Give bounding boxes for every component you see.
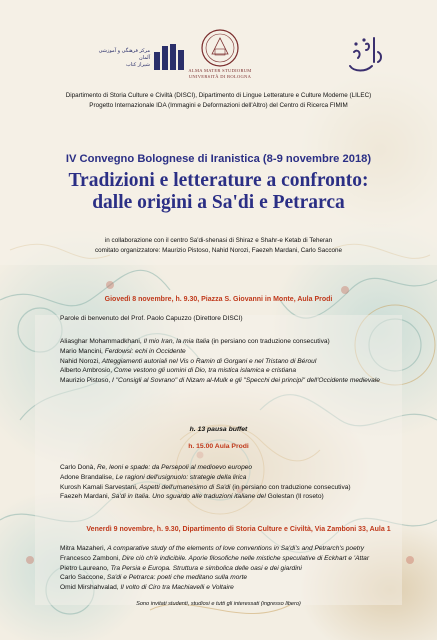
seal-caption-line2: UNIVERSITÀ DI BOLOGNA xyxy=(188,74,252,79)
institute-line-2: Progetto Internazionale IDA (Immagini e Deformazioni dell'Altro) del Centro di Ricerca FIMIM xyxy=(89,102,348,109)
talk-row xyxy=(60,583,430,593)
talk-row xyxy=(60,463,430,473)
speaker: Alberto Ambrosio, xyxy=(60,367,114,375)
talk-title: Tra Persia e Europa. Struttura e simbolica delle oasi e dei giardini xyxy=(110,564,302,572)
day1-heading: Giovedì 8 novembre, h. 9.30, Piazza S. Giovanni in Monte, Aula Prodi xyxy=(104,296,333,303)
afternoon-heading-text: h. 15.00 Aula Prodi xyxy=(188,443,249,450)
talk-note: Golestan (Il roseto) xyxy=(265,493,324,501)
speaker: Adone Brandalise, xyxy=(60,473,116,481)
talk-title: Re, leoni e spade: da Persepoli al medioevo europeo xyxy=(97,464,253,471)
convegno-subtitle: IV Convegno Bolognese di Iranistica (8-9 novembre 2018) xyxy=(65,153,372,165)
talk-row xyxy=(60,337,430,347)
talk-title: Aspetti dell'umanesimo di Sa'di xyxy=(139,483,231,491)
talk-row xyxy=(60,347,430,357)
day2-heading: Venerdì 9 novembre, h. 9.30, Dipartimento di Storia Culture e Civiltà, Via Zamboni 33, Aula 1 xyxy=(86,526,391,533)
shahr-e-ketab-logo xyxy=(92,42,192,76)
speaker: Maurizio Pistoso, xyxy=(60,377,113,385)
speaker: Faezeh Mardani, xyxy=(60,493,112,501)
university-seal-icon xyxy=(200,28,240,68)
speaker: Nahid Norozi, xyxy=(60,357,102,365)
shahr-e-ketab-line1: مرکز فرهنگی و آموزشی آلمان xyxy=(98,48,150,61)
talk-title: Sa'di in Italia. Uno sguardo alle traduzioni italiane del xyxy=(111,493,266,501)
talk-title: A comparative study of the elements of love conventions in Sa'di's and Petrarch's poetry xyxy=(107,545,365,552)
talk-title: Ferdowsi: echi in Occidente xyxy=(104,347,186,355)
speaker: Mario Mancini, xyxy=(60,347,105,355)
collab-line-1: in collaborazione con il centro Sa'di-shenasi di Shiraz e Shahr-e Ketab di Teheran xyxy=(104,237,333,244)
talk-title: Dire ciò ch'è indicibile. Aporie filosofiche nelle mistiche speculative di Eckhart e 'Attar xyxy=(121,554,370,562)
logo-row xyxy=(0,28,437,88)
talk-note: (in persiano con traduzione consecutiva) xyxy=(230,483,351,491)
organizing-institutes xyxy=(30,91,407,111)
pausa-buffet: h. 13 pausa buffet xyxy=(189,426,248,433)
talk-title: Come vestono gli uomini di Dio, tra mistica islamica e cristiana xyxy=(113,367,297,375)
speaker: Kurosh Kamali Sarvestani, xyxy=(60,483,140,491)
talk-title: Atteggiamenti autoriali nel Vis o Ramin di Gorgani e nel Tristano di Béroul xyxy=(101,357,317,365)
shahr-e-ketab-text xyxy=(92,48,150,69)
talk-row xyxy=(60,357,430,367)
collab-line-2: comitato organizzatore: Maurizio Pistoso, Nahid Norozi, Faezeh Mardani, Carlo Saccone xyxy=(94,246,343,254)
speaker: Francesco Zamboni, xyxy=(60,554,122,562)
talk-note: (in persiano con traduzione consecutiva) xyxy=(209,338,330,345)
day1-morning-talks xyxy=(60,337,430,386)
collaboration-note xyxy=(30,236,407,255)
conference-title xyxy=(0,170,437,214)
talk-row xyxy=(60,483,430,493)
speaker: Carlo Saccone, xyxy=(60,574,107,582)
day1-afternoon-talks xyxy=(60,463,430,502)
speaker: Omid Mirshahvalad, xyxy=(60,584,121,592)
talk-title: Il volto di Ciro tra Machiavelli e Voltaire xyxy=(120,584,234,592)
seal-caption xyxy=(178,68,262,80)
title-line-1: Tradizioni e letterature a confronto: xyxy=(68,170,369,191)
talk-title: Sa'di e Petrarca: poeti che meditano sulla morte xyxy=(106,574,248,582)
sadi-calligraphy-logo-icon xyxy=(344,32,386,78)
talk-row xyxy=(60,376,430,386)
day1-welcome: Parole di benvenuto del Prof. Paolo Capuzzo (Direttore DISCI) xyxy=(60,315,243,322)
day2-talks xyxy=(60,544,430,593)
talk-row xyxy=(60,473,430,483)
talk-row xyxy=(60,573,430,583)
speaker: Aliasghar Mohammadkhani, xyxy=(60,338,144,345)
speaker: Mitra Mazaheri, xyxy=(60,545,108,552)
speaker: Pietro Laureano, xyxy=(60,564,111,572)
talk-row xyxy=(60,564,430,574)
afternoon-heading xyxy=(0,443,437,450)
title-line-2: dalle origini a Sa'di e Petrarca xyxy=(92,192,345,213)
shahr-e-ketab-line2: شیراز کتاب xyxy=(126,62,150,68)
talk-title: I "Consigli al Sovrano" di Nizam al-Mulk e gli "Specchi dei principi" dell'Occidente medievale xyxy=(112,377,380,385)
talk-title: Le ragioni dell'usignuolo: strategie della lirica xyxy=(115,473,247,481)
seal-caption-line1: ALMA MATER STUDIORUM xyxy=(188,68,252,73)
talk-row xyxy=(60,554,430,564)
book-bars-icon xyxy=(154,44,184,70)
closing-invitation: Sono invitati studenti, studiosi e tutti gli interessati (ingresso libero) xyxy=(136,601,301,607)
talk-title: Il mio Iran, la mia Italia xyxy=(143,338,210,345)
talk-row xyxy=(60,492,430,502)
speaker: Carlo Donà, xyxy=(60,464,98,471)
institute-line-1: Dipartimento di Storia Culture e Civiltà (DISCI), Dipartimento di Lingue Letterature e Culture Moderne (LILEC) xyxy=(65,92,372,99)
talk-row xyxy=(60,544,430,554)
talk-row xyxy=(60,366,430,376)
